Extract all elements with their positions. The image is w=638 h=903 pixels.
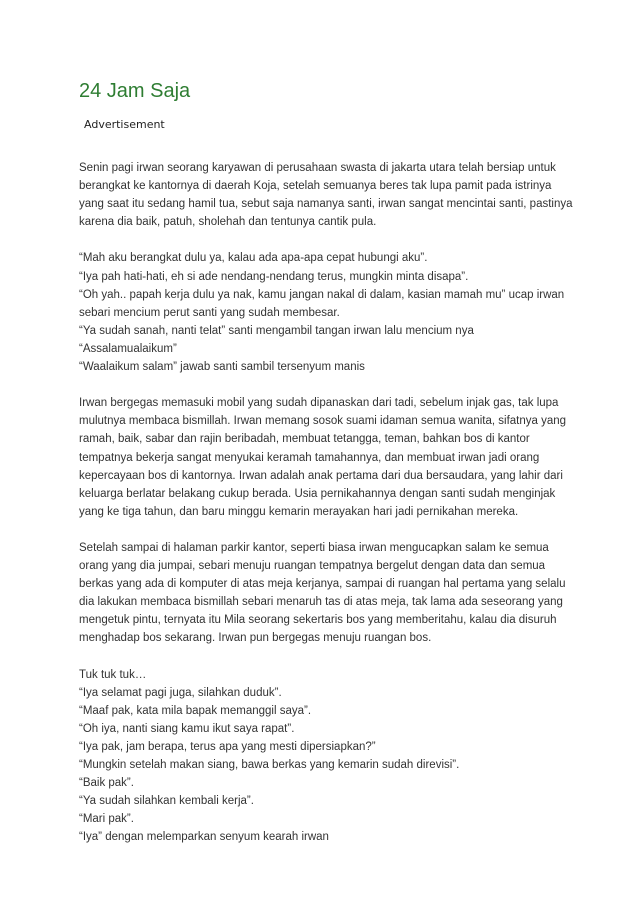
paragraph <box>79 539 579 648</box>
paragraph <box>79 666 579 847</box>
text-line: dia lakukan membaca bismillah sebari menaruh tas di atas meja, tak lama ada seseorang yang <box>79 596 563 609</box>
text-line: orang yang dia jumpai, sebari menuju ruangan tempatnya bergelut dengan data dan semua <box>79 560 546 573</box>
document-title: 24 Jam Saja <box>79 80 191 102</box>
text-line: karena dia baik, patuh, sholehah dan tentunya cantik pula. <box>79 216 377 229</box>
text-line: “Mari pak”. <box>79 813 134 826</box>
text-line: mengetuk pintu, ternyata itu Mila seorang sekertaris bos yang memberitahu, kalau dia disuruh <box>79 614 557 627</box>
text-line: “Baik pak”. <box>79 777 134 790</box>
text-line: “Oh iya, nanti siang kamu ikut saya rapat”. <box>79 722 295 735</box>
text-line: “Iya selamat pagi juga, silahkan duduk”. <box>79 686 282 699</box>
text-line: Senin pagi irwan seorang karyawan di perusahaan swasta di jakarta utara telah bersiap untuk <box>79 162 556 174</box>
article-body <box>79 159 579 865</box>
text-line: “Ya sudah silahkan kembali kerja”. <box>79 795 254 808</box>
text-line: sebari mencium perut santi yang sudah membesar. <box>79 306 340 319</box>
text-line: “Mungkin setelah makan siang, bawa berkas yang kemarin sudah direvisi”. <box>79 759 460 772</box>
text-line: “Waalaikum salam” jawab santi sambil tersenyum manis <box>79 361 365 374</box>
text-line: yang saat itu sedang hamil tua, sebut saja namanya santi, irwan sangat mencintai santi, pastinya <box>79 198 573 211</box>
paragraph <box>79 249 579 376</box>
text-line: tempatnya bekerja sangat menyukai keramah tamahannya, dan membuat irwan jadi orang <box>79 451 540 464</box>
text-line: yang ke tiga tahun, dan baru minggu kemarin merayakan hari jadi pernikahan mereka. <box>79 505 519 518</box>
text-line: “Iya” dengan melemparkan senyum kearah irwan <box>79 831 329 844</box>
advertisement-label[interactable]: Advertisement <box>84 118 165 131</box>
text-line: menghadap bos sekarang. Irwan pun bergegas menuju ruangan bos. <box>79 632 432 645</box>
text-line: “Mah aku berangkat dulu ya, kalau ada apa-apa cepat hubungi aku”. <box>79 252 428 265</box>
text-line: “Ya sudah sanah, nanti telat” santi mengambil tangan irwan lalu mencium nya <box>79 324 474 337</box>
paragraph <box>79 159 579 231</box>
text-line: Irwan bergegas memasuki mobil yang sudah dipanaskan dari tadi, sebelum injak gas, tak lupa <box>79 397 559 410</box>
text-line: “Oh yah.. papah kerja dulu ya nak, kamu jangan nakal di dalam, kasian mamah mu” ucap irwan <box>79 288 565 301</box>
text-line: kepercayaan bos di kantornya. Irwan adalah anak pertama dari dua bersaudara, yang lahir dari <box>79 469 563 482</box>
text-line: mulutnya membaca bismillah. Irwan memang sosok suami idaman semua wanita, sifatnya yang <box>79 415 567 428</box>
text-line: ramah, baik, sabar dan rajin beribadah, membuat tetangga, teman, bahkan bos di kantor <box>79 433 530 446</box>
text-line: keluarga berlatar belakang cukup berada. Usia pernikahannya dengan santi sudah menginjak <box>79 487 556 500</box>
text-line: “Iya pak, jam berapa, terus apa yang mesti dipersiapkan?” <box>79 741 376 753</box>
text-line: “Assalamualaikum” <box>79 342 177 355</box>
text-line: Tuk tuk tuk… <box>79 668 147 681</box>
text-line: “Iya pah hati-hati, eh si ade nendang-nendang terus, mungkin minta disapa”. <box>79 270 469 283</box>
text-line: Setelah sampai di halaman parkir kantor, seperti biasa irwan mengucapkan salam ke semua <box>79 541 549 554</box>
text-line: “Maaf pak, kata mila bapak memanggil saya”. <box>79 704 312 717</box>
paragraph <box>79 394 579 521</box>
text-line: berkas yang ada di komputer di atas meja kerjanya, sampai di ruangan hal pertama yang selalu <box>79 578 566 591</box>
text-line: berangkat ke kantornya di daerah Koja, setelah semuanya beres tak lupa pamit pada istrinya <box>79 180 552 193</box>
